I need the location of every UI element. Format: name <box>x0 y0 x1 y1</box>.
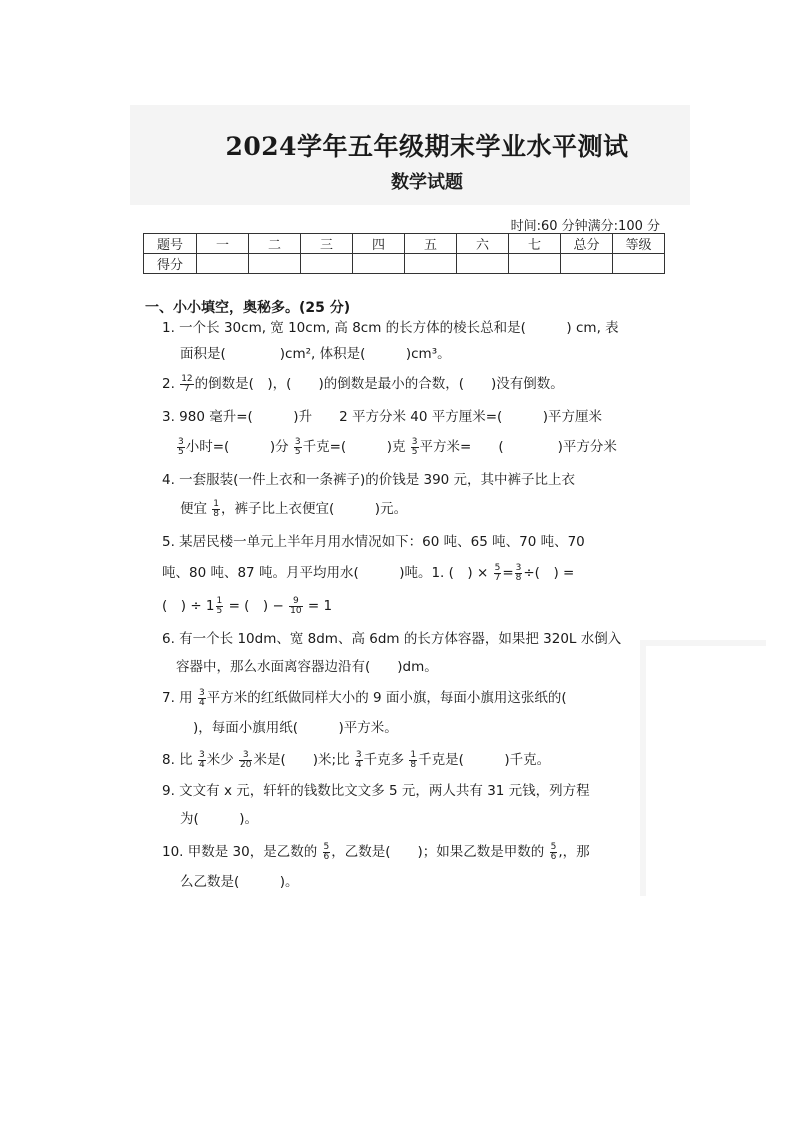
fraction <box>198 751 206 770</box>
question-10-line-2: 么乙数是( )。 <box>180 874 299 890</box>
score-table <box>143 233 665 274</box>
score-cell[interactable] <box>509 254 561 274</box>
page-subtitle: 数学试题 <box>391 172 463 193</box>
numerator: 3 <box>178 436 184 447</box>
question-text: 米是( )米;比 <box>253 752 350 768</box>
header-cell: 二 <box>249 234 301 254</box>
fraction <box>198 689 206 708</box>
header-cell: 七 <box>509 234 561 254</box>
fraction <box>289 597 302 616</box>
fraction <box>550 843 558 862</box>
denominator: 8 <box>410 759 417 770</box>
question-5-line-2 <box>162 563 574 583</box>
fraction <box>239 751 252 770</box>
numerator: 3 <box>411 436 418 447</box>
denominator: 7 <box>184 383 190 394</box>
numerator: 3 <box>239 751 252 761</box>
header-cell: 五 <box>405 234 457 254</box>
score-cell[interactable] <box>613 254 665 274</box>
question-1-line-2: 面积是( )cm², 体积是( )cm³。 <box>180 346 451 362</box>
question-1-line-1: 1. 一个长 30cm, 宽 10cm, 高 8cm 的长方体的棱长总和是( ) cm, 表 <box>162 320 619 336</box>
fraction <box>294 438 302 457</box>
question-4-line-1: 4. 一套服装(一件上衣和一条裤子)的价钱是 390 元，其中裤子比上衣 <box>162 472 576 488</box>
numerator: 12 <box>181 373 193 384</box>
header-cell: 三 <box>301 234 353 254</box>
question-text: ，乙数是( )；如果乙数是甲数的 <box>331 844 545 860</box>
numerator: 9 <box>289 597 302 607</box>
question-text: 10. 甲数是 30，是乙数的 <box>162 844 318 860</box>
denominator: 7 <box>494 572 501 583</box>
question-2-line <box>162 374 564 394</box>
question-3-line-2 <box>176 437 617 457</box>
question-text: 小时=( )分 <box>185 439 289 455</box>
header-cell: 一 <box>197 234 249 254</box>
header-cell: 六 <box>457 234 509 254</box>
question-5-line-1: 5. 某居民楼一单元上半年月用水情况如下：60 吨、65 吨、70 吨、70 <box>162 534 585 550</box>
question-text: ( ) ÷ 1 <box>162 598 215 614</box>
time-info: 时间:60 分钟满分:100 分 <box>510 219 660 234</box>
header-cell: 四 <box>353 234 405 254</box>
question-text: 平方米= ( )平方分米 <box>419 439 617 455</box>
denominator: 10 <box>290 605 302 616</box>
watermark-decoration <box>640 640 766 896</box>
question-text: = 1 <box>307 598 333 614</box>
question-text: 7. 用 <box>162 690 193 706</box>
question-3-line-1: 3. 980 毫升=( )升 2 平方分米 40 平方厘米=( )平方厘米 <box>162 409 603 425</box>
question-7-line-1 <box>162 688 567 708</box>
denominator: 4 <box>355 759 362 770</box>
numerator: 1 <box>216 595 223 606</box>
score-cell[interactable] <box>561 254 613 274</box>
question-text: ，裤子比上衣便宜( )元。 <box>221 501 408 517</box>
score-cell[interactable] <box>405 254 457 274</box>
question-text: 平方米的红纸做同样大小的 9 面小旗，每面小旗用这张纸的( <box>206 690 567 706</box>
denominator: 8 <box>213 508 220 519</box>
fraction <box>323 843 331 862</box>
denominator: 6 <box>550 851 557 862</box>
fraction <box>515 564 523 583</box>
denominator: 5 <box>178 446 184 457</box>
denominator: 8 <box>515 572 522 583</box>
fraction <box>212 500 220 519</box>
question-6-line-1: 6. 有一个长 10dm、宽 8dm、高 6dm 的长方体容器，如果把 320L 水倒入 <box>162 631 622 647</box>
question-9-line-1: 9. 文文有 x 元，轩轩的钱数比文文多 5 元，两人共有 31 元钱，列方程 <box>162 783 590 799</box>
fraction <box>355 751 363 770</box>
question-text: 千克=( )克 <box>302 439 406 455</box>
fraction <box>494 564 502 583</box>
question-text: 的倒数是( )，( )的倒数是最小的合数，( )没有倒数。 <box>194 376 564 392</box>
denominator: 5 <box>294 446 301 457</box>
question-text: 吨、80 吨、87 吨。月平均用水( )吨。1. ( ) × <box>162 565 489 581</box>
question-text: = ( ) − <box>228 598 284 614</box>
score-cell[interactable] <box>301 254 353 274</box>
fraction <box>216 597 224 616</box>
page-title: 2024学年五年级期末学业水平测试 <box>225 132 629 161</box>
fraction <box>409 751 417 770</box>
denominator: 4 <box>198 697 205 708</box>
numerator: 3 <box>355 749 362 760</box>
denominator: 5 <box>216 605 223 616</box>
numerator: 1 <box>410 749 417 760</box>
numerator: 5 <box>494 562 501 573</box>
question-number: 2. <box>162 376 175 392</box>
question-9-line-2: 为( )。 <box>180 811 259 827</box>
question-text: 8. 比 <box>162 752 193 768</box>
numerator: 3 <box>294 436 301 447</box>
row-label-cell: 得分 <box>144 254 197 274</box>
denominator: 5 <box>411 446 418 457</box>
fraction <box>411 438 419 457</box>
question-text: ,，那 <box>558 844 590 860</box>
numerator: 5 <box>323 841 330 852</box>
score-cell[interactable] <box>457 254 509 274</box>
score-table-header-row <box>144 234 665 254</box>
header-cell: 等级 <box>613 234 665 254</box>
score-cell[interactable] <box>197 254 249 274</box>
question-text: 便宜 <box>180 501 207 517</box>
score-cell[interactable] <box>249 254 301 274</box>
score-table-score-row <box>144 254 665 274</box>
header-cell: 总分 <box>561 234 613 254</box>
numerator: 3 <box>198 687 205 698</box>
denominator: 4 <box>198 759 205 770</box>
section-title: 一、小小填空，奥秘多。(25 分) <box>145 300 351 316</box>
question-5-line-3 <box>162 596 332 616</box>
question-10-line-1 <box>162 842 590 862</box>
question-7-line-2: )，每面小旗用纸( )平方米。 <box>193 720 398 736</box>
denominator: 20 <box>240 759 252 770</box>
question-text: 千克多 <box>363 752 405 768</box>
denominator: 6 <box>323 851 330 862</box>
numerator: 3 <box>198 749 205 760</box>
numerator: 5 <box>550 841 557 852</box>
question-4-line-2 <box>180 499 407 519</box>
question-text: ÷( ) = <box>523 565 575 581</box>
question-text: 米少 <box>206 752 234 768</box>
numerator: 1 <box>213 498 220 509</box>
question-8-line <box>162 750 550 770</box>
fraction <box>180 375 193 394</box>
score-cell[interactable] <box>353 254 405 274</box>
numerator: 3 <box>515 562 522 573</box>
question-6-line-2: 容器中，那么水面离容器边沿有( )dm。 <box>176 659 438 675</box>
question-text: 千克是( )千克。 <box>418 752 551 768</box>
equals-sign: = <box>502 565 514 581</box>
fraction <box>177 438 185 457</box>
header-cell: 题号 <box>144 234 197 254</box>
